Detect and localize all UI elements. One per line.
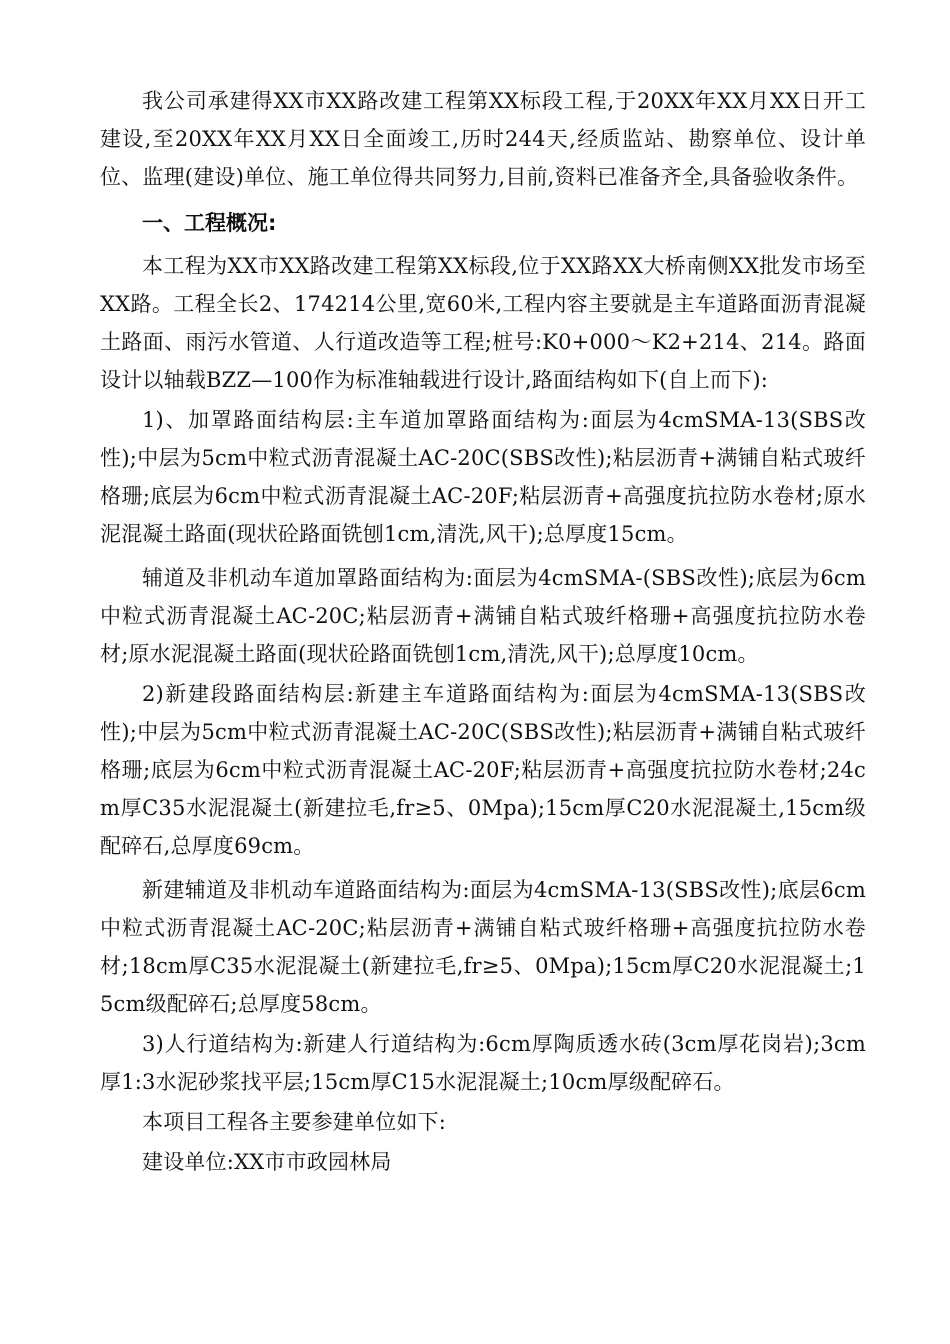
item1-main-paragraph: 1)、加罩路面结构层:主车道加罩路面结构为:面层为4cmSMA-13(SBS改性);中层为5cm中粒式沥青混凝土AC-20C(SBS改性);粘层沥青+满铺自粘式玻纤格珊;底层为6cm中粒式沥青混凝土AC-20F;粘层沥青+高强度抗拉防水卷材;原水泥混凝土路面(现状砼路面铣刨1cm,清洗,风干);总厚度15cm。 bbox=[100, 408, 866, 546]
item2-aux-paragraph: 新建辅道及非机动车道路面结构为:面层为4cmSMA-13(SBS改性);底层6cm中粒式沥青混凝土AC-20C;粘层沥青+满铺自粘式玻纤格珊+高强度抗拉防水卷材;18cm厚C35水泥混凝土(新建拉毛,fr≥5、0Mpa);15cm厚C20水泥混凝土;15cm级配碎石;总厚度58cm。 bbox=[100, 878, 866, 1016]
section-heading: 一、工程概况: bbox=[142, 211, 277, 235]
intro-paragraph: 我公司承建得XX市XX路改建工程第XX标段工程,于20XX年XX月XX日开工建设,至20XX年XX月XX日全面竣工,历时244天,经质监站、勘察单位、设计单位、监理(建设)单位、施工单位得共同努力,目前,资料已准备齐全,具备验收条件。 bbox=[100, 89, 866, 189]
overview-paragraph: 本工程为XX市XX路改建工程第XX标段,位于XX路XX大桥南侧XX批发市场至XX路。工程全长2、174214公里,宽60米,工程内容主要就是主车道路面沥青混凝土路面、雨污水管道、人行道改造等工程;桩号:K0+000～K2+214、214。路面设计以轴载BZZ—100作为标准轴载进行设计,路面结构如下(自上而下): bbox=[100, 254, 866, 392]
participants-intro: 本项目工程各主要参建单位如下: bbox=[142, 1110, 447, 1134]
item3-paragraph: 3)人行道结构为:新建人行道结构为:6cm厚陶质透水砖(3cm厚花岗岩);3cm厚1:3水泥砂浆找平层;15cm厚C15水泥混凝土;10cm厚级配碎石。 bbox=[100, 1032, 866, 1094]
item2-main-paragraph: 2)新建段路面结构层:新建主车道路面结构为:面层为4cmSMA-13(SBS改性);中层为5cm中粒式沥青混凝土AC-20C(SBS改性);粘层沥青+满铺自粘式玻纤格珊;底层为6cm中粒式沥青混凝土AC-20F;粘层沥青+高强度抗拉防水卷材;24cm厚C35水泥混凝土(新建拉毛,fr≥5、0Mpa);15cm厚C20水泥混凝土,15cm级配碎石,总厚度69cm。 bbox=[100, 682, 866, 858]
item1-aux-paragraph: 辅道及非机动车道加罩路面结构为:面层为4cmSMA-(SBS改性);底层为6cm中粒式沥青混凝土AC-20C;粘层沥青+满铺自粘式玻纤格珊+高强度抗拉防水卷材;原水泥混凝土路面(现状砼路面铣刨1cm,清洗,风干);总厚度10cm。 bbox=[100, 566, 866, 666]
document-page bbox=[100, 82, 866, 1181]
builder-line: 建设单位:XX市市政园林局 bbox=[142, 1150, 392, 1174]
